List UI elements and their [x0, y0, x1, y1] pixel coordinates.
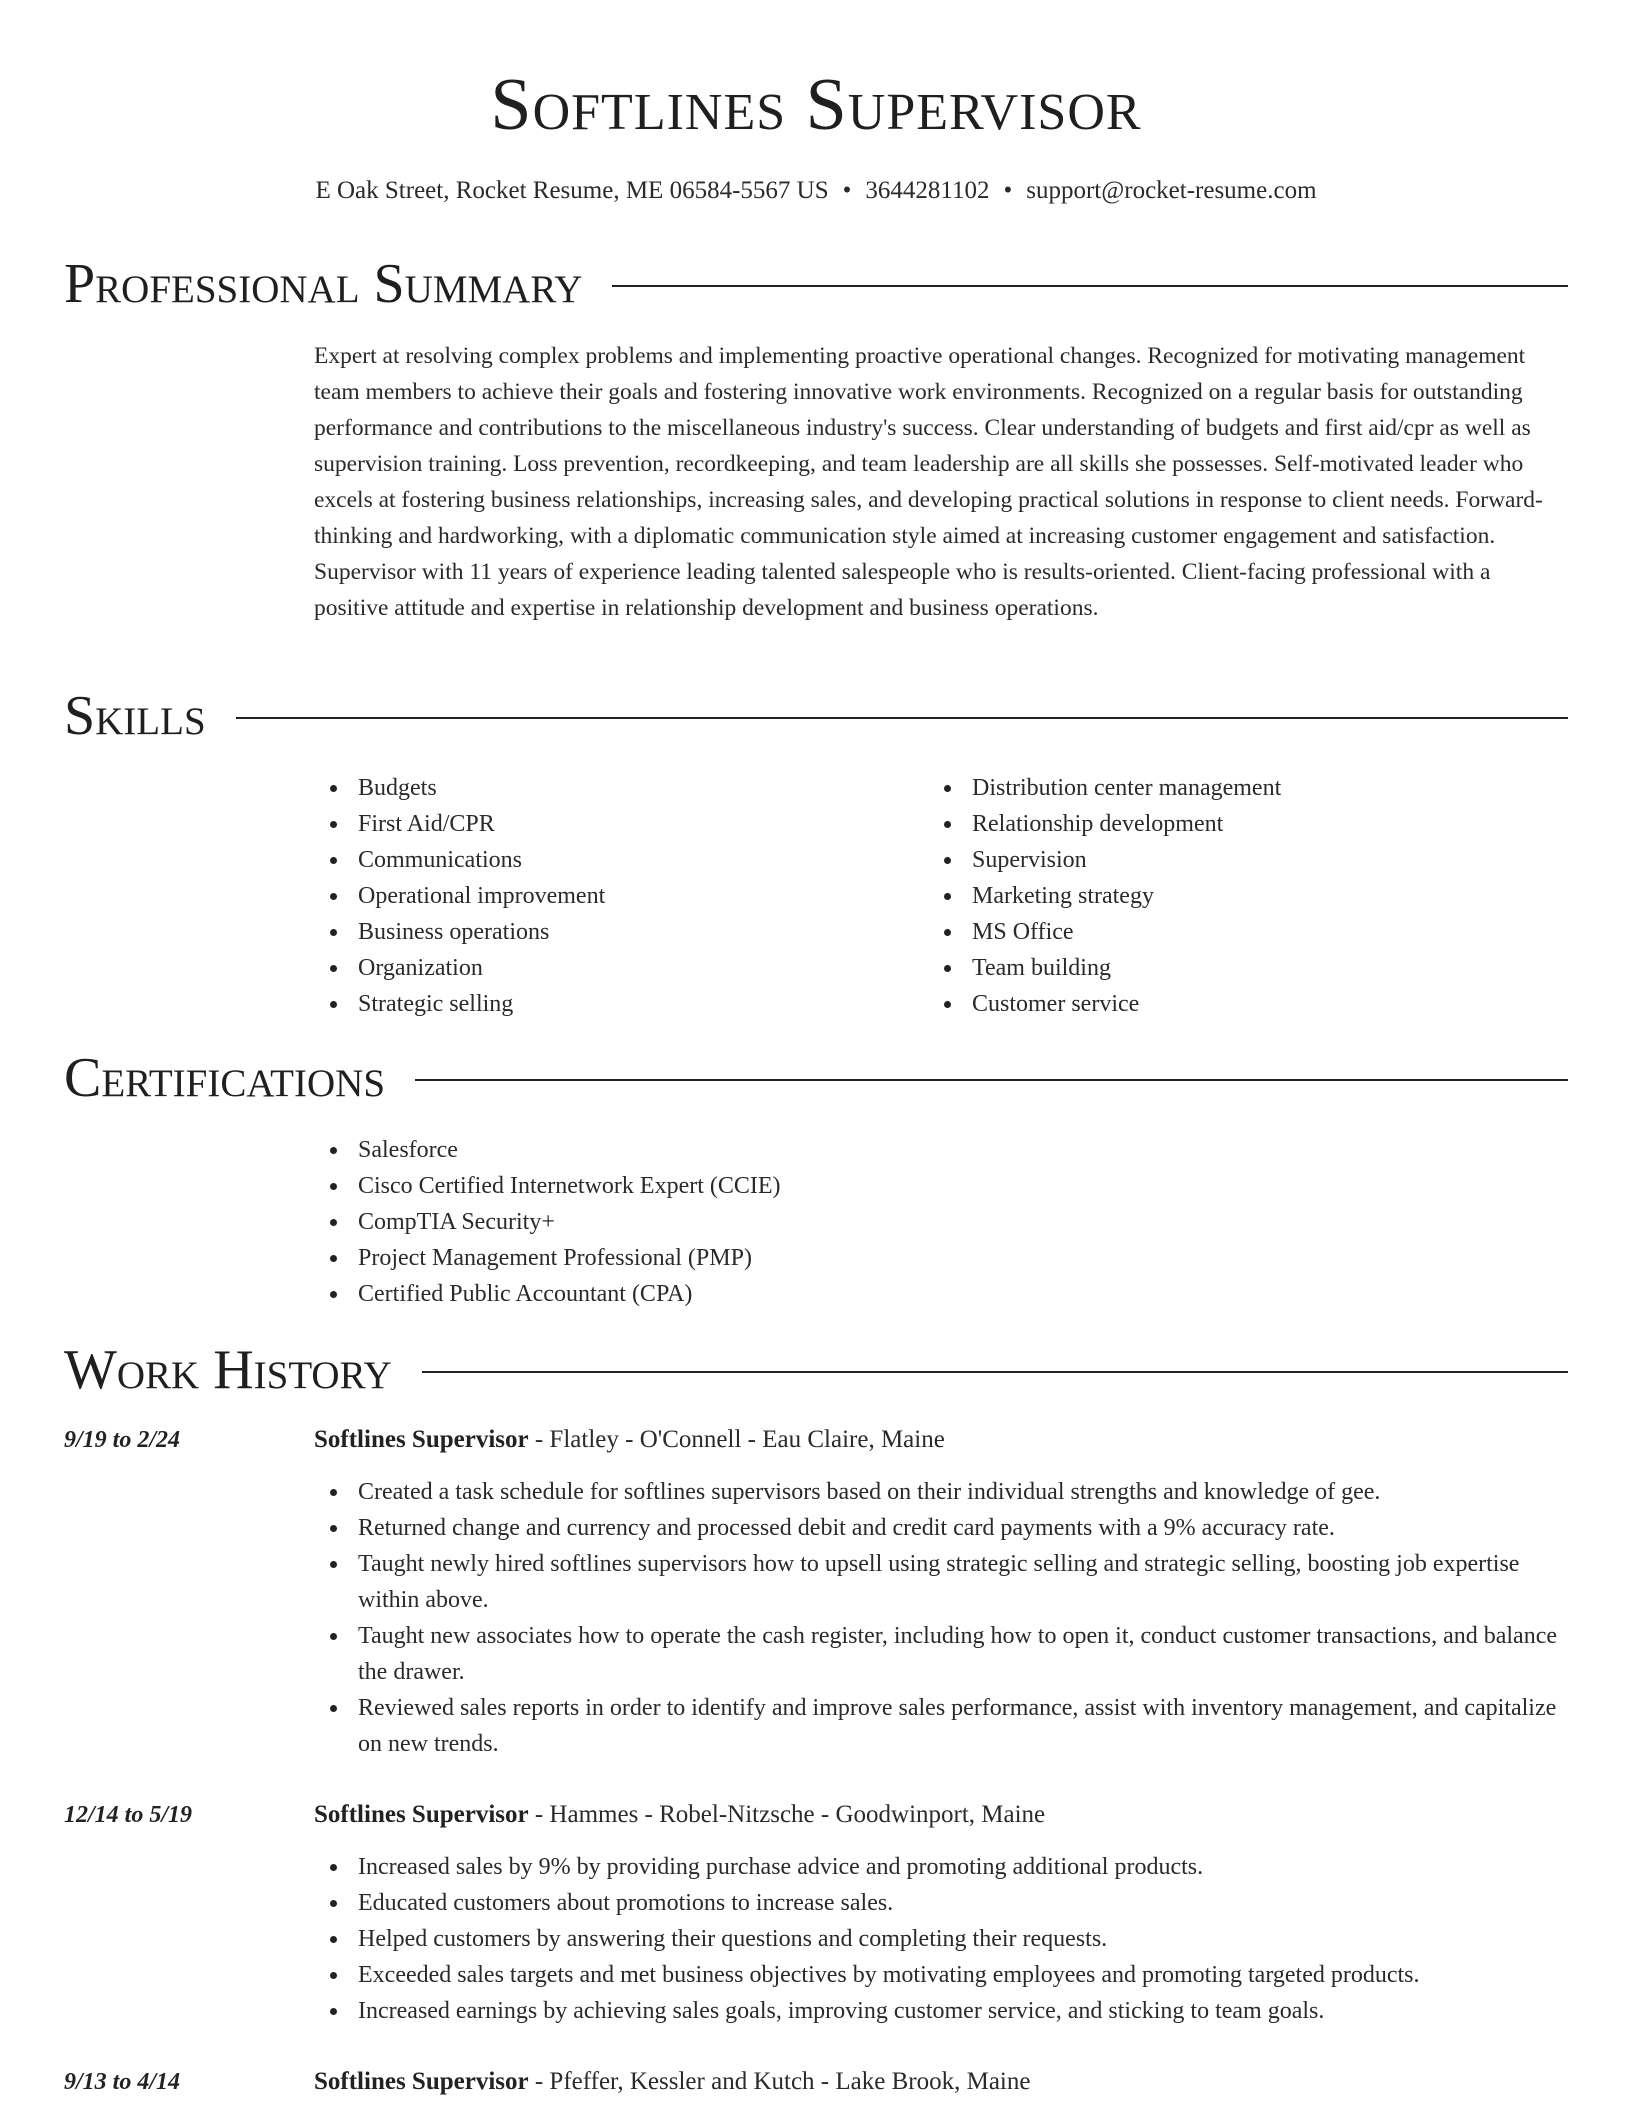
job-bullet: Taught newly hired softlines supervisors how to upsell using strategic selling and strategic selling, boosting job expertise within above. [314, 1546, 1568, 1618]
skill-item: Business operations [314, 914, 914, 950]
skill-item: Distribution center management [928, 770, 1568, 806]
resume-name: Softlines Supervisor [490, 64, 1142, 146]
skill-item: Team building [928, 950, 1568, 986]
certification-item: Certified Public Accountant (CPA) [314, 1276, 1568, 1312]
job-dates: 9/19 to 2/24 [64, 1427, 181, 1453]
work-history-section-header [64, 1338, 1568, 1402]
job-title-line [314, 1422, 945, 1458]
job-title-line [314, 1797, 1045, 1833]
contact-separator: • [1003, 177, 1013, 204]
certifications-list [314, 1132, 1568, 1312]
skill-item: Organization [314, 950, 914, 986]
work-history-section-title: Work History [64, 1339, 392, 1401]
job-bullet: Increased sales by 9% by providing purchase advice and promoting additional products. [314, 1849, 1568, 1885]
skill-item: MS Office [928, 914, 1568, 950]
job-bullet: Reviewed sales reports in order to identify and improve sales performance, assist with inventory management, and capitalize on new trends. [314, 1690, 1568, 1762]
contact-separator: • [842, 177, 852, 204]
skill-item: Communications [314, 842, 914, 878]
section-divider [612, 285, 1568, 287]
skill-item: First Aid/CPR [314, 806, 914, 842]
job-title-line [314, 2064, 1030, 2100]
job-employer: - Pfeffer, Kessler and Kutch - Lake Brook, Maine [528, 2068, 1031, 2095]
summary-text: Expert at resolving complex problems and implementing proactive operational changes. Recognized for motivating management team members to achieve their goals and fostering innovative work environments. Recognized on a regular basis for outstanding performance and contributions to the miscellaneous industry's success. Clear understanding of budgets and first aid/cpr as well as supervision training. Loss prevention, recordkeeping, and team leadership are all skills she possesses. Self-motivated leader who excels at fostering business relationships, increasing sales, and developing practical solutions in response to client needs. Forward-thinking and hardworking, with a diplomatic communication style aimed at increasing customer engagement and satisfaction. Supervisor with 11 years of experience leading talented salespeople who is results-oriented. Client-facing professional with a positive attitude and expertise in relationship development and business operations. [314, 343, 1543, 621]
contact-address: E Oak Street, Rocket Resume, ME 06584-5567 US [315, 177, 829, 204]
skill-item: Customer service [928, 986, 1568, 1022]
contact-line [0, 174, 1632, 208]
section-divider [415, 1079, 1568, 1081]
certifications-section-header [64, 1046, 1568, 1110]
job-employer: - Flatley - O'Connell - Eau Claire, Maine [528, 1426, 945, 1453]
skill-item: Relationship development [928, 806, 1568, 842]
job-bullet-list [314, 1474, 1568, 1762]
certification-item: CompTIA Security+ [314, 1204, 1568, 1240]
skills-list-right [928, 770, 1568, 1022]
job-dates: 9/13 to 4/14 [64, 2069, 181, 2095]
summary-section-header [64, 252, 1568, 316]
summary-section-title: Professional Summary [64, 253, 583, 315]
section-divider [236, 717, 1568, 719]
job-bullet: Educated customers about promotions to increase sales. [314, 1885, 1568, 1921]
section-divider [422, 1371, 1568, 1373]
job-role: Softlines Supervisor [314, 1426, 529, 1453]
job-bullet-list [314, 1849, 1568, 2029]
job-bullet: Exceeded sales targets and met business objectives by motivating employees and promoting targeted products. [314, 1957, 1568, 1993]
skills-section-title: Skills [64, 685, 206, 747]
contact-phone: 3644281102 [865, 177, 990, 204]
skill-item: Marketing strategy [928, 878, 1568, 914]
certification-item: Project Management Professional (PMP) [314, 1240, 1568, 1276]
job-bullet: Created a task schedule for softlines supervisors based on their individual strengths and knowledge of gee. [314, 1474, 1568, 1510]
contact-email: support@rocket-resume.com [1026, 177, 1317, 204]
skill-item: Strategic selling [314, 986, 914, 1022]
job-dates: 12/14 to 5/19 [64, 1802, 193, 1828]
job-role: Softlines Supervisor [314, 1801, 529, 1828]
skill-item: Supervision [928, 842, 1568, 878]
skills-section-header [64, 684, 1568, 748]
job-bullet: Returned change and currency and processed debit and credit card payments with a 9% accuracy rate. [314, 1510, 1568, 1546]
certifications-section-title: Certifications [64, 1047, 386, 1109]
job-employer: - Hammes - Robel-Nitzsche - Goodwinport, Maine [528, 1801, 1046, 1828]
job-bullet: Increased earnings by achieving sales goals, improving customer service, and sticking to team goals. [314, 1993, 1568, 2029]
skill-item: Operational improvement [314, 878, 914, 914]
skills-list-left [314, 770, 914, 1022]
certification-item: Salesforce [314, 1132, 1568, 1168]
job-role: Softlines Supervisor [314, 2068, 529, 2095]
certification-item: Cisco Certified Internetwork Expert (CCIE) [314, 1168, 1568, 1204]
job-bullet: Taught new associates how to operate the cash register, including how to open it, conduct customer transactions, and balance the drawer. [314, 1618, 1568, 1690]
skill-item: Budgets [314, 770, 914, 806]
job-bullet: Helped customers by answering their questions and completing their requests. [314, 1921, 1568, 1957]
